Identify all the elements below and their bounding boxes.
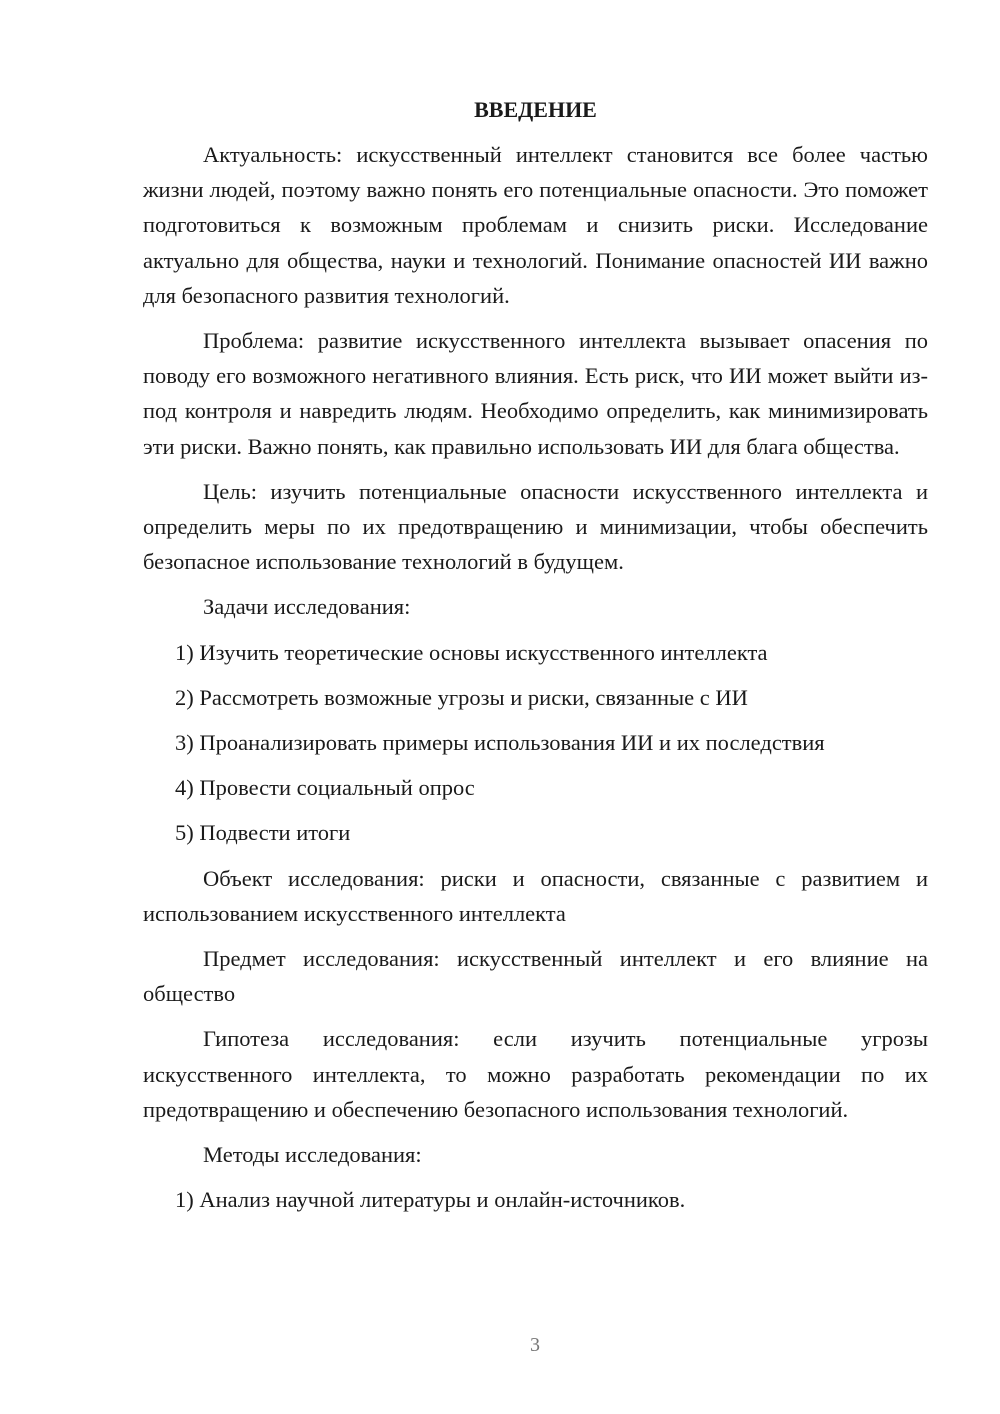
page-title: ВВЕДЕНИЕ: [474, 97, 597, 122]
task-item: 4) Провести социальный опрос: [175, 775, 475, 801]
paragraph-hypothesis: Гипотеза исследования: если изучить потенциальные угрозы искусственного интеллекта, то можно разработать рекомендации по их предотвращению и обеспечению безопасного использования технологий.: [143, 1026, 928, 1122]
task-item: 2) Рассмотреть возможные угрозы и риски, связанные с ИИ: [175, 684, 748, 710]
paragraph-subject: Предмет исследования: искусственный интеллект и его влияние на общество: [143, 946, 928, 1007]
paragraph-object: Объект исследования: риски и опасности, связанные с развитием и использованием искусственного интеллекта: [143, 865, 928, 926]
task-item: 1) Изучить теоретические основы искусственного интеллекта: [175, 639, 768, 665]
tasks-heading: Задачи исследования:: [203, 594, 411, 620]
methods-heading: Методы исследования:: [203, 1142, 422, 1168]
page-content: [143, 95, 928, 1227]
method-item: 1) Анализ научной литературы и онлайн-источников.: [175, 1187, 686, 1213]
task-item: 5) Подвести итоги: [175, 820, 351, 846]
paragraph-relevance: Актуальность: искусственный интеллект становится все более частью жизни людей, поэтому важно понять его потенциальные опасности. Это поможет подготовиться к возможным проблемам и снизить риски. Исследование актуально для общества, науки и технологий. Понимание опасностей ИИ важно для безопасного развития технологий.: [143, 142, 928, 308]
task-item: 3) Проанализировать примеры использования ИИ и их последствия: [175, 730, 825, 756]
paragraph-problem: Проблема: развитие искусственного интеллекта вызывает опасения по поводу его возможного негативного влияния. Есть риск, что ИИ может выйти из-под контроля и навредить людям. Необходимо определить, как минимизировать эти риски. Важно понять, как правильно использовать ИИ для блага общества.: [143, 328, 928, 459]
page-number: 3: [530, 1334, 540, 1356]
paragraph-goal: Цель: изучить потенциальные опасности искусственного интеллекта и определить меры по их предотвращению и минимизации, чтобы обеспечить безопасное использование технологий в будущем.: [143, 478, 928, 575]
